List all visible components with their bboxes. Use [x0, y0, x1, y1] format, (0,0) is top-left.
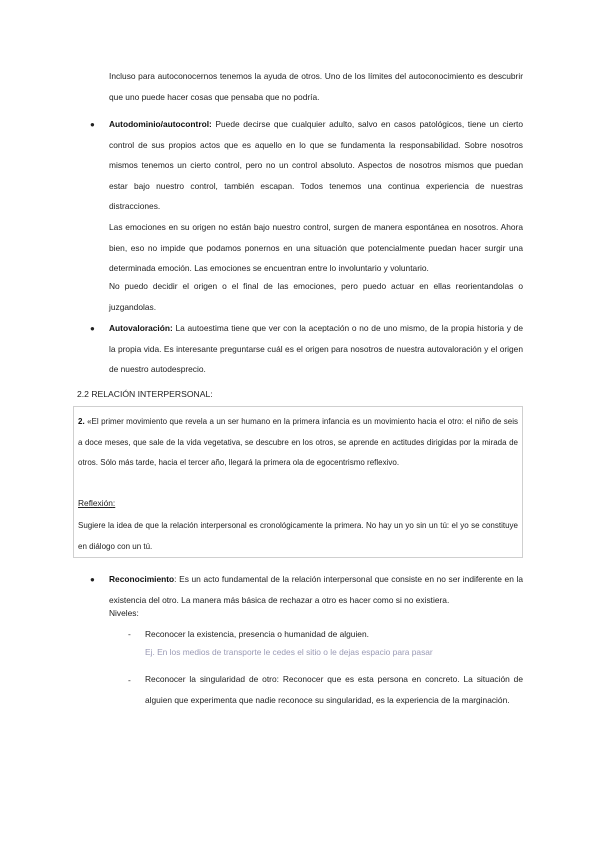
reflection-colon: : [112, 498, 116, 508]
recognition-term: Reconocimiento [109, 574, 175, 584]
reflection-label-wrap [78, 498, 115, 508]
autodominio-term: Autodominio/autocontrol: [109, 119, 212, 129]
autovaloracion-text: La autoestima tiene que ver con la aceptación o no de uno mismo, de la propia historia y de la propia vida. Es interesante preguntarse cuál es el origen para nosotros de nuestra autovaloración y el origen de nuestro autodesprecio. [109, 323, 523, 374]
quote-number: 2. [78, 417, 85, 426]
emotions-paragraph-1: Las emociones en su origen no están bajo nuestro control, surgen de manera espontánea en nosotros. Ahora bien, eso no impide que podamos ponernos en una situación que potencialmente puedan hacer surgir una determinada emoción. Las emociones se encuentran entre lo involuntario y voluntario. [109, 222, 523, 273]
autovaloracion-paragraph [109, 318, 523, 380]
level-dash: - [128, 675, 131, 685]
bullet-dot: ● [90, 575, 95, 584]
bullet-dot: ● [90, 120, 95, 129]
level-dash: - [128, 629, 131, 639]
autodominio-paragraph [109, 114, 523, 217]
level-2-text: Reconocer la singularidad de otro: Reconocer que es esta persona en concreto. La situación de alguien que experimenta que nadie reconoce su singularidad, es la experiencia de la marginación. [145, 674, 523, 705]
reflection-label: Reflexión [78, 498, 113, 508]
quote-box [73, 406, 523, 558]
bullet-dot: ● [90, 324, 95, 333]
intro-paragraph: Incluso para autoconocernos tenemos la ayuda de otros. Uno de los límites del autoconocimiento es descubrir que uno puede hacer cosas que pensaba que no podría. [109, 71, 523, 102]
reflection-text: Sugiere la idea de que la relación interpersonal es cronológicamente la primera. No hay un yo sin un tú: el yo se constituye en diálogo con un tú. [78, 521, 518, 551]
emotions-paragraph-2: No puedo decidir el origen o el final de las emociones, pero puedo actuar en ellas reorientandolas o juzgandolas. [109, 281, 523, 312]
autovaloracion-term: Autovaloración: [109, 323, 173, 333]
autodominio-text: Puede decirse que cualquier adulto, salvo en casos patológicos, tiene un cierto control de sus propios actos que es aquello en lo que se fundamenta la responsabilidad. Sobre nosotros mismos tenemos un cierto control, pero no un control absoluto. Aspectos de nosotros mismos que puedan estar bajo nuestro control, también escapan. Todos tenemos una continua experiencia de nuestras distracciones. [109, 119, 523, 211]
quote-text: «El primer movimiento que revela a un ser humano en la primera infancia es un movimiento hacia el otro: el niño de seis a doce meses, que sale de la vida vegetativa, se descubre en los otros, se aprende en actitudes dirigidas por la mirada de otros. Sólo más tarde, hacia el tercer año, llegará la primera ola de egocentrismo reflexivo. [78, 417, 518, 467]
section-heading: 2.2 RELACIÓN INTERPERSONAL: [77, 389, 213, 399]
level-1-text: Reconocer la existencia, presencia o humanidad de alguien. [145, 629, 369, 639]
recognition-text: : Es un acto fundamental de la relación interpersonal que consiste en no ser indiferente en la existencia del otro. La manera más básica de rechazar a otro es hacer como si no existiera. [109, 574, 523, 605]
level-1-example: Ej. En los medios de transporte le cedes el sitio o le dejas espacio para pasar [145, 647, 433, 657]
levels-label: Niveles: [109, 608, 139, 618]
quote-paragraph [78, 412, 518, 474]
